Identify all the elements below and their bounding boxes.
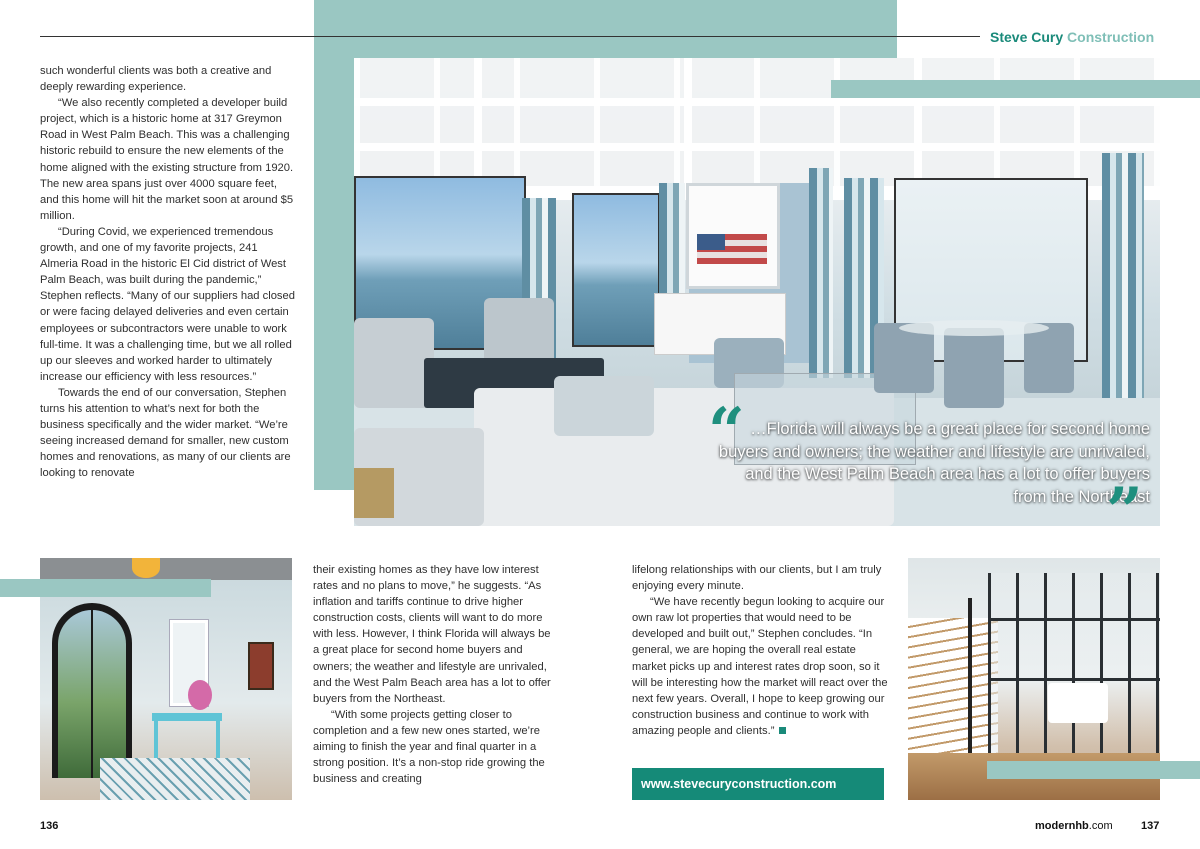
paragraph-text: “We have recently begun looking to acquire our own raw lot properties that would need to be developed and built out,” Stephen concludes. “In general, we are hoping the overall real estate market picks up and interest rates drop soon, so it will be interesting how the market will react over the next few years. Overall, I hope to keep growing our construction business and continue to work with amazing people and clients.”	[632, 596, 888, 737]
brand-first: Steve Cury	[990, 29, 1064, 45]
flag-artwork	[686, 183, 780, 289]
article-column-2	[313, 562, 553, 787]
teal-accent-strip	[831, 80, 1200, 98]
site-name-bold: modernhb	[1035, 820, 1089, 832]
orchid	[188, 680, 212, 710]
staircase	[908, 618, 998, 768]
paragraph: “With some projects getting closer to completion and a few new ones started, we’re aiming to finish the year and final quarter in a strong position. It’s a non-stop ride growing the business and creating	[313, 708, 545, 786]
dining-set	[1048, 683, 1108, 723]
paragraph: lifelong relationships with our clients, but I am truly enjoying every minute.	[632, 564, 882, 593]
teal-accent-strip	[0, 579, 211, 597]
page-number-left: 136	[40, 820, 59, 832]
site-name	[1035, 820, 1113, 832]
paragraph: such wonderful clients was both a creative and deeply rewarding experience.	[40, 65, 272, 94]
close-quote-icon: ”	[1106, 474, 1143, 549]
console-table	[152, 713, 222, 721]
open-quote-icon: “	[708, 394, 745, 469]
teal-accent-block-top	[314, 0, 897, 58]
pendant-light	[132, 558, 160, 578]
glass-wall	[988, 573, 1160, 758]
paragraph: their existing homes as they have low interest rates and no plans to move,” he suggests. “As inflation and tariffs continue to drive higher construction costs, clients will want to do more with less. However, I think Florida will always be a great place for second home buyers and owners; the weather and lifestyle are unrivaled, and the West Palm Beach area has a lot to offer buyers from the Northeast.	[313, 564, 551, 705]
curtain	[809, 168, 833, 378]
dining-chair	[1024, 323, 1074, 393]
site-name-suffix: .com	[1088, 820, 1113, 832]
curtain	[1102, 153, 1144, 398]
armchair	[354, 318, 434, 408]
paragraph	[632, 594, 890, 739]
article-column-1	[40, 63, 298, 481]
page-number-right: 137	[1141, 820, 1160, 832]
paragraph: Towards the end of our conversation, Stephen turns his attention to what’s next for both the business specifically and the wider market. “We’re seeing increased demand for smaller, new custom homes and renovations, as many of our clients are looking to renovate	[40, 386, 291, 480]
pull-quote: …Florida will always be a great place for second home buyers and owners; the weather and lifestyle are unrivaled, and the West Palm Beach area has a lot to offer buyers from the Northeast	[718, 420, 1150, 506]
header-rule	[40, 36, 980, 37]
brand-header	[990, 29, 1154, 45]
article-column-3	[632, 562, 890, 739]
ocean-window	[572, 193, 660, 347]
brand-second: Construction	[1067, 29, 1155, 45]
website-link[interactable]: www.stevecuryconstruction.com	[632, 768, 884, 800]
teal-accent-block-side	[314, 58, 354, 490]
teal-accent-strip	[987, 761, 1200, 779]
cushion	[554, 376, 654, 436]
paragraph: “During Covid, we experienced tremendous growth, and one of my favorite projects, 241 Almeria Road in the historic El Cid district of West Palm Beach, was built during the pandemic,” Stephen reflects. “Many of our suppliers had closed or were facing delayed deliveries and even certain employees or subcontractors were unable to work full-time. It was a challenging time, but we all rolled up our sleeves and worked harder to ultimately increase our efficiency with less resources.”	[40, 225, 295, 383]
framed-painting	[248, 642, 274, 690]
end-mark-icon	[779, 727, 786, 734]
dining-chair	[944, 328, 1004, 408]
paragraph: “We also recently completed a developer build project, which is a historic home at 317 Greymon Road in West Palm Beach. This was a challenging historic rebuild to ensure the new elements of the home aligned with the existing structure from 1920. The new area spans just over 4000 square feet, and this home will hit the market soon at around $5 million.	[40, 97, 294, 222]
